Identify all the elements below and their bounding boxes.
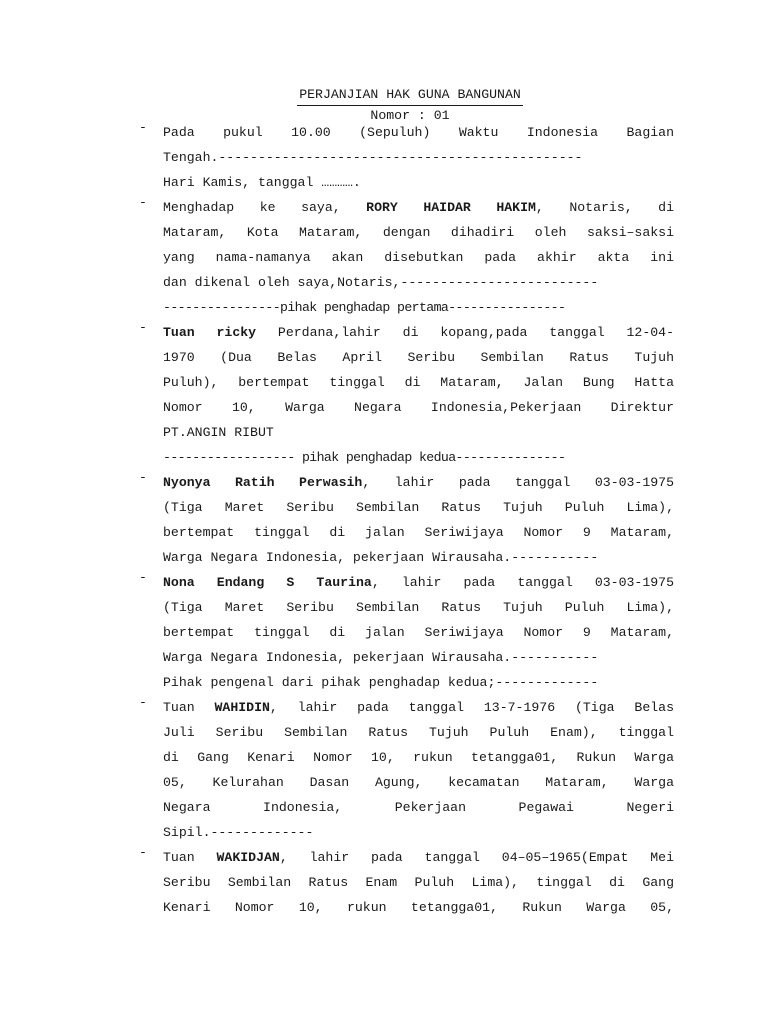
- paragraph-line: [163, 720, 674, 745]
- bold-name: RORY HAIDAR HAKIM: [366, 200, 536, 215]
- text-run: Kenari Nomor 10, rukun tetangga01, Rukun Warga 05,: [163, 900, 674, 915]
- text-run: Pada pukul 10.00 (Sepuluh) Waktu Indonesia Bagian: [163, 125, 674, 140]
- text-run: Tuan: [163, 850, 217, 865]
- text-run: Menghadap ke saya,: [163, 200, 367, 215]
- text-run: Nomor 10, Warga Negara Indonesia,Pekerjaan Direktur: [163, 400, 674, 415]
- bullet-dash: -: [139, 695, 147, 710]
- text-run: di Gang Kenari Nomor 10, rukun tetangga01, Rukun Warga: [163, 750, 674, 765]
- paragraph-line: [163, 245, 674, 270]
- text-run: Tuan: [163, 700, 215, 715]
- text-run: , lahir pada tanggal 04–05–1965(Empat Mei: [279, 850, 674, 865]
- paragraph-item: [0, 320, 768, 470]
- text-run: 05, Kelurahan Dasan Agung, kecamatan Mataram, Warga: [163, 775, 674, 790]
- text-run: Sipil.-------------: [163, 825, 314, 840]
- paragraph-line: [163, 545, 674, 570]
- paragraph-line: [163, 495, 674, 520]
- paragraph-line: [163, 145, 674, 170]
- text-run: ------------------ pihak penghadap kedua---------------: [163, 450, 566, 465]
- bold-name: WAHIDIN: [214, 700, 270, 715]
- paragraph-item: [0, 195, 768, 320]
- document-body: [0, 120, 768, 920]
- paragraph-line: [163, 695, 674, 720]
- bold-name: Tuan ricky: [163, 325, 257, 340]
- text-run: Warga Negara Indonesia, pekerjaan Wirausaha.-----------: [163, 650, 599, 665]
- paragraph-line: [163, 795, 674, 820]
- paragraph-line: [163, 445, 674, 470]
- paragraph-line: [163, 670, 674, 695]
- bold-name: Nona Endang S Taurina: [163, 575, 372, 590]
- paragraph-item: [0, 695, 768, 845]
- paragraph-line: [163, 745, 674, 770]
- text-run: , Notaris, di: [535, 200, 674, 215]
- paragraph-line: [163, 595, 674, 620]
- paragraph-line: [163, 170, 674, 195]
- text-run: Seribu Sembilan Ratus Enam Puluh Lima), tinggal di Gang: [163, 875, 674, 890]
- bullet-dash: -: [139, 570, 147, 585]
- paragraph-line: [163, 220, 674, 245]
- paragraph-line: [163, 620, 674, 645]
- paragraph-line: [163, 195, 674, 220]
- text-run: bertempat tinggal di jalan Seriwijaya Nomor 9 Mataram,: [163, 525, 674, 540]
- paragraph-item: [0, 845, 768, 920]
- bullet-dash: -: [139, 470, 147, 485]
- text-run: Mataram, Kota Mataram, dengan dihadiri oleh saksi–saksi: [163, 225, 674, 240]
- document-number: Nomor : 01: [370, 108, 450, 123]
- text-run: Negara Indonesia, Pekerjaan Pegawai Negeri: [163, 800, 674, 815]
- paragraph-line: [163, 395, 674, 420]
- text-run: (Tiga Maret Seribu Sembilan Ratus Tujuh Puluh Lima),: [163, 600, 674, 615]
- text-run: , lahir pada tanggal 13-7-1976 (Tiga Belas: [269, 700, 674, 715]
- paragraph-item: [0, 470, 768, 570]
- bullet-dash: -: [139, 120, 147, 135]
- bullet-dash: -: [139, 320, 147, 335]
- paragraph-line: [163, 270, 674, 295]
- text-run: Tengah.----------------------------------------------: [163, 150, 583, 165]
- paragraph-line: [163, 470, 674, 495]
- document-title: PERJANJIAN HAK GUNA BANGUNAN: [297, 86, 523, 106]
- bold-name: WAKIDJAN: [216, 850, 280, 865]
- text-run: , lahir pada tanggal 03-03-1975: [362, 475, 674, 490]
- text-run: Perdana,lahir di kopang,pada tanggal 12-04-: [256, 325, 674, 340]
- paragraph-line: [163, 120, 674, 145]
- bullet-dash: -: [139, 845, 147, 860]
- paragraph-line: [163, 645, 674, 670]
- text-run: (Tiga Maret Seribu Sembilan Ratus Tujuh Puluh Lima),: [163, 500, 674, 515]
- text-run: ----------------pihak penghadap pertama----------------: [163, 300, 566, 315]
- paragraph-line: [163, 820, 674, 845]
- paragraph-line: [163, 870, 674, 895]
- paragraph-line: [163, 420, 674, 445]
- paragraph-line: [163, 570, 674, 595]
- text-run: dan dikenal oleh saya,Notaris,-------------------------: [163, 275, 599, 290]
- text-run: Pihak pengenal dari pihak penghadap kedua;-------------: [163, 675, 599, 690]
- paragraph-line: [163, 895, 674, 920]
- text-run: , lahir pada tanggal 03-03-1975: [371, 575, 674, 590]
- text-run: bertempat tinggal di jalan Seriwijaya Nomor 9 Mataram,: [163, 625, 674, 640]
- text-run: yang nama-namanya akan disebutkan pada akhir akta ini: [163, 250, 674, 265]
- text-run: Hari Kamis, tanggal ………….: [163, 175, 361, 190]
- text-run: Warga Negara Indonesia, pekerjaan Wirausaha.-----------: [163, 550, 599, 565]
- paragraph-item: [0, 570, 768, 695]
- text-run: Juli Seribu Sembilan Ratus Tujuh Puluh Enam), tinggal: [163, 725, 674, 740]
- paragraph-line: [163, 520, 674, 545]
- bold-name: Nyonya Ratih Perwasih: [163, 475, 363, 490]
- paragraph-line: [163, 295, 674, 320]
- paragraph-line: [163, 370, 674, 395]
- bullet-dash: -: [139, 195, 147, 210]
- paragraph-line: [163, 320, 674, 345]
- text-run: PT.ANGIN RIBUT: [163, 425, 274, 440]
- paragraph-line: [163, 345, 674, 370]
- paragraph-line: [163, 845, 674, 870]
- text-run: Puluh), bertempat tinggal di Mataram, Jalan Bung Hatta: [163, 375, 674, 390]
- text-run: 1970 (Dua Belas April Seribu Sembilan Ratus Tujuh: [163, 350, 674, 365]
- paragraph-item: [0, 120, 768, 195]
- paragraph-line: [163, 770, 674, 795]
